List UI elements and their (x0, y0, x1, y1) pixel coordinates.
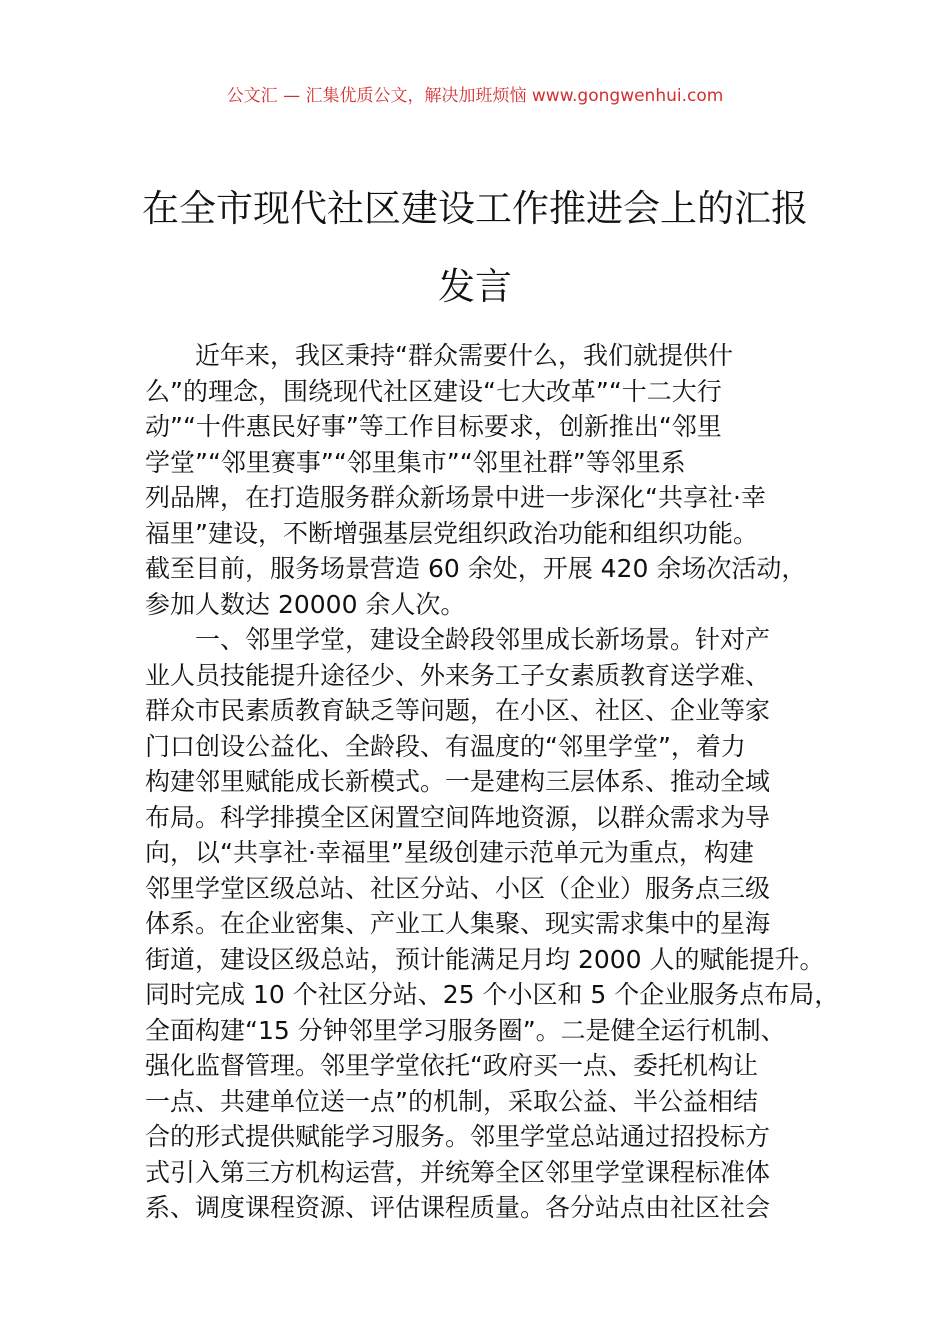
site-banner: 公文汇 — 汇集优质公文，解决加班烦恼 www.gongwenhui.com (226, 86, 724, 106)
document-title (100, 170, 850, 326)
body-line: 强化监督管理。邻里学堂依托“政府买一点、委托机构让 (145, 1051, 758, 1080)
body-line: 列品牌，在打造服务群众新场景中进一步深化“共享社·幸 (145, 483, 766, 512)
body-line: 一、邻里学堂，建设全龄段邻里成长新场景。针对产 (195, 625, 771, 654)
body-line: 构建邻里赋能成长新模式。一是建构三层体系、推动全域 (145, 767, 771, 796)
body-line: 门口创设公益化、全龄段、有温度的“邻里学堂”，着力 (145, 731, 746, 761)
document-body (145, 338, 840, 1226)
body-line: 么”的理念，围绕现代社区建设“七大改革”“十二大行 (145, 376, 722, 406)
body-line: 合的形式提供赋能学习服务。邻里学堂总站通过招投标方 (145, 1122, 771, 1151)
body-line: 参加人数达 20000 余人次。 (145, 589, 466, 619)
title-line: 在全市现代社区建设工作推进会上的汇报 (142, 187, 808, 230)
body-line: 邻里学堂区级总站、社区分站、小区（企业）服务点三级 (145, 873, 771, 903)
body-line: 全面构建“15 分钟邻里学习服务圈”。二是健全运行机制、 (145, 1015, 786, 1045)
body-line: 街道，建设区级总站，预计能满足月均 2000 人的赋能提升。 (145, 944, 825, 974)
body-line: 近年来，我区秉持“群众需要什么，我们就提供什 (195, 341, 733, 370)
body-line: 布局。科学排摸全区闲置空间阵地资源，以群众需求为导 (145, 802, 771, 832)
body-line: 动”“十件惠民好事”等工作目标要求，创新推出“邻里 (145, 412, 722, 441)
body-line: 业人员技能提升途径少、外来务工子女素质教育送学难、 (145, 660, 771, 690)
body-line: 向，以“共享社·幸福里”星级创建示范单元为重点，构建 (145, 838, 754, 867)
body-line: 体系。在企业密集、产业工人集聚、现实需求集中的星海 (145, 909, 771, 938)
body-line: 系、调度课程资源、评估课程质量。各分站点由社区社会 (145, 1193, 771, 1222)
body-line: 福里”建设，不断增强基层党组织政治功能和组织功能。 (145, 518, 758, 548)
body-line: 学堂”“邻里赛事”“邻里集市”“邻里社群”等邻里系 (145, 447, 686, 477)
body-line: 截至目前，服务场景营造 60 余处，开展 420 余场次活动， (145, 554, 807, 583)
title-line: 发言 (438, 265, 512, 308)
body-line: 一点、共建单位送一点”的机制，采取公益、半公益相结 (145, 1086, 758, 1116)
body-line: 同时完成 10 个社区分站、25 个小区和 5 个企业服务点布局， (145, 980, 840, 1009)
body-line: 群众市民素质教育缺乏等问题，在小区、社区、企业等家 (145, 696, 771, 725)
body-line: 式引入第三方机构运营，并统筹全区邻里学堂课程标准体 (145, 1157, 771, 1187)
